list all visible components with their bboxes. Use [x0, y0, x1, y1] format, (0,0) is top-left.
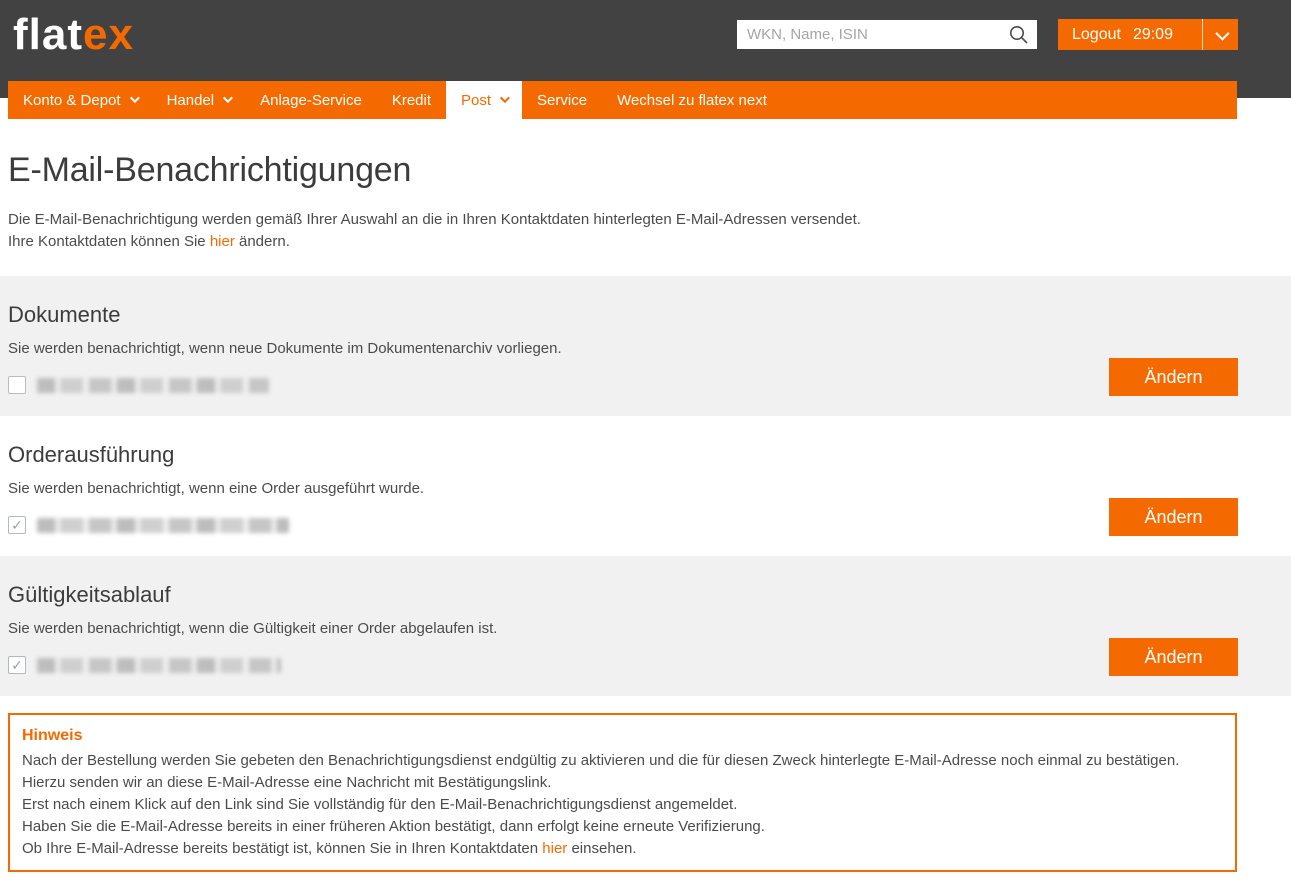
section-gueltigkeitsablauf — [0, 556, 1291, 696]
email-checkbox[interactable]: ✓ — [8, 516, 26, 534]
nav-item-handel[interactable] — [152, 81, 246, 119]
notice-lines — [22, 750, 1219, 860]
chevron-down-icon — [500, 93, 510, 103]
nav-item-label: Konto & Depot — [23, 91, 121, 109]
section-description: Sie werden benachrichtigt, wenn neue Dokumente im Dokumentenarchiv vorliegen. — [8, 340, 562, 357]
nav-item-post[interactable] — [446, 81, 522, 119]
aendern-button[interactable]: Ändern — [1109, 638, 1238, 676]
main-content — [0, 151, 1291, 872]
search-box — [737, 20, 1037, 49]
logout-button[interactable] — [1058, 19, 1238, 50]
section-title: Dokumente — [8, 302, 121, 327]
nav-item-label: Handel — [166, 91, 215, 109]
section-description: Sie werden benachrichtigt, wenn die Gültigkeit einer Order abgelaufen ist. — [8, 620, 498, 637]
search-icon[interactable] — [1008, 24, 1030, 46]
notice-line: Ob Ihre E-Mail-Adresse bereits bestätigt ist, können Sie in Ihren Kontaktdaten hier einsehen. — [22, 840, 637, 857]
nav-item-anlage-service[interactable] — [245, 81, 377, 119]
notice-box — [8, 713, 1237, 872]
nav-item-label: Kredit — [391, 91, 432, 109]
logo-text-ex: ex — [83, 10, 134, 59]
redacted-email — [37, 658, 281, 673]
logout-label: Logout — [1072, 25, 1121, 43]
notice-line: Hierzu senden wir an diese E-Mail-Adresse eine Nachricht mit Bestätigungslink. — [22, 774, 552, 791]
hier-link[interactable]: hier — [542, 840, 568, 857]
section-dokumente — [0, 276, 1291, 416]
nav-item-label: Service — [537, 91, 588, 109]
nav-item-label: Post — [461, 91, 492, 109]
email-checkbox[interactable]: ✓ — [8, 656, 26, 674]
flatex-logo[interactable] — [13, 6, 134, 64]
intro-block — [0, 209, 1291, 253]
chevron-down-icon — [223, 93, 233, 103]
notice-title: Hinweis — [22, 727, 83, 744]
intro-text-line1: Die E-Mail-Benachrichtigung werden gemäß Ihrer Auswahl an die in Ihren Kontaktdaten hinterlegten E-Mail-Adressen versendet. — [8, 211, 861, 228]
aendern-button[interactable]: Ändern — [1109, 498, 1238, 536]
nav-list — [8, 81, 1237, 119]
notice-line: Haben Sie die E-Mail-Adresse bereits in einer früheren Aktion bestätigt, dann erfolgt keine erneute Verifizierung. — [22, 818, 765, 835]
nav-item-wechsel-zu-flatex-next[interactable] — [602, 81, 782, 119]
search-input[interactable] — [737, 21, 1008, 48]
nav-item-label: Anlage-Service — [260, 91, 362, 109]
chevron-down-icon — [130, 93, 140, 103]
intro-text-line2: Ihre Kontaktdaten können Sie hier ändern. — [8, 233, 290, 250]
email-option-row — [8, 656, 1238, 674]
section-description: Sie werden benachrichtigt, wenn eine Order ausgeführt wurde. — [8, 480, 425, 497]
logo-text-flat: flat — [13, 10, 83, 59]
main-nav — [8, 81, 1237, 119]
redacted-email — [37, 378, 269, 393]
email-option-row — [8, 516, 1238, 534]
hier-link[interactable]: hier — [209, 233, 235, 250]
aendern-button[interactable]: Ändern — [1109, 358, 1238, 396]
email-option-row — [8, 376, 1238, 394]
page-title: E-Mail-Benachrichtigungen — [8, 151, 412, 189]
notice-line: Erst nach einem Klick auf den Link sind Sie vollständig für den E-Mail-Benachrichtigungsdienst angemeldet. — [22, 796, 738, 813]
redacted-email — [37, 518, 289, 533]
nav-item-service[interactable] — [522, 81, 602, 119]
notice-line: Nach der Bestellung werden Sie gebeten den Benachrichtigungsdienst endgültig zu aktivieren und die für diesen Zweck hinterlegte E-Mail-Adresse noch einmal zu bestätigen. — [22, 752, 1180, 769]
nav-item-label: Wechsel zu flatex next — [617, 91, 767, 109]
nav-item-kredit[interactable] — [377, 81, 446, 119]
nav-item-konto-depot[interactable] — [8, 81, 152, 119]
email-checkbox[interactable] — [8, 376, 26, 394]
section-orderausfuehrung — [0, 416, 1291, 556]
section-title: Gültigkeitsablauf — [8, 582, 171, 607]
section-title: Orderausführung — [8, 442, 175, 467]
header-area — [0, 0, 1291, 119]
chevron-down-icon — [1203, 30, 1238, 40]
session-timer: 29:09 — [1132, 25, 1173, 43]
